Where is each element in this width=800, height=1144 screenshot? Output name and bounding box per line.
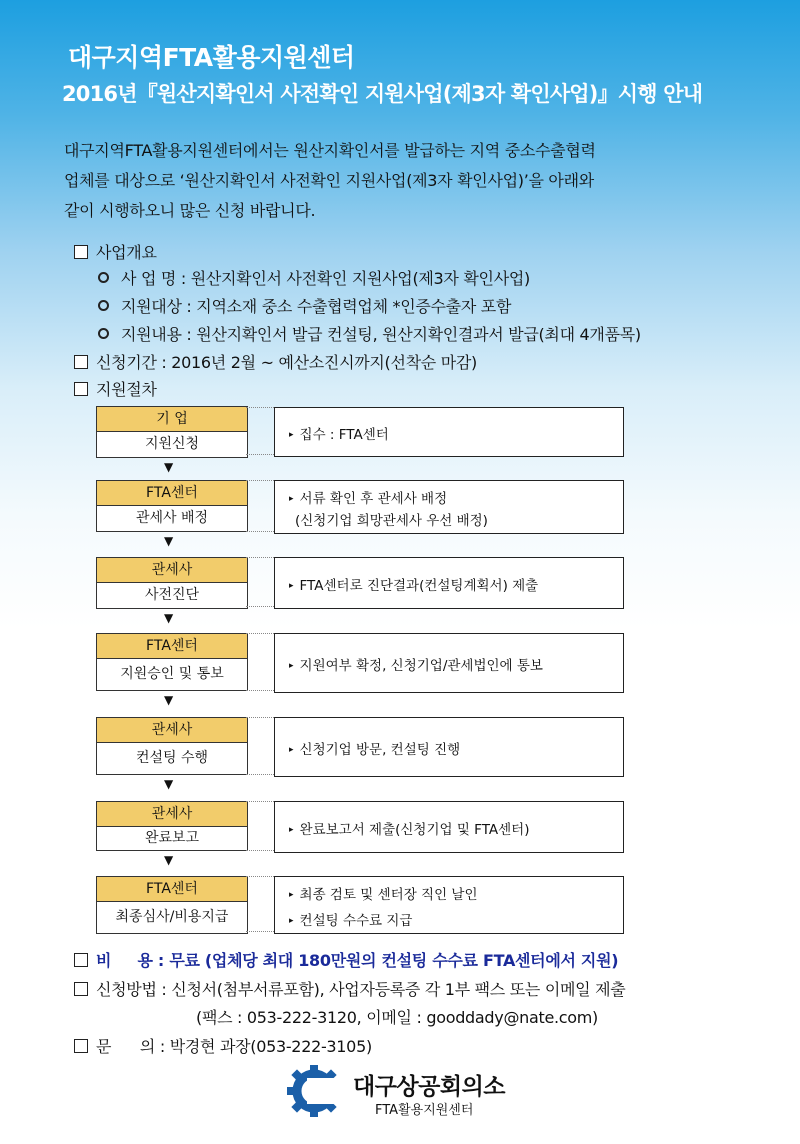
flow-step-description	[274, 480, 624, 534]
flow-description-text: FTA센터로 진단결과(컨설팅계획서) 제출	[299, 578, 539, 594]
apply-contact-line: (팩스 : 053-222-3120, 이메일 : gooddady@nate.com)	[196, 1008, 599, 1027]
flow-description-text: 최종 검토 및 센터장 직인 날인	[299, 887, 478, 903]
period-line	[74, 350, 477, 373]
intro-paragraph	[64, 136, 754, 226]
triangle-bullet-icon: ▸	[289, 890, 294, 900]
circle-bullet-icon	[98, 272, 109, 283]
flow-connector	[246, 557, 274, 607]
intro-line: 대구지역FTA활용지원센터에서는 원산지확인서를 발급하는 지역 중소수출협력	[64, 141, 596, 160]
flow-step-actor: 기 업	[97, 407, 247, 432]
down-arrow-icon: ▼	[164, 777, 174, 791]
flow-connector	[246, 717, 274, 775]
triangle-bullet-icon: ▸	[289, 581, 294, 591]
triangle-bullet-icon: ▸	[289, 745, 294, 755]
flow-connector	[246, 480, 274, 532]
flow-connector	[246, 876, 274, 932]
flow-step-actor: FTA센터	[97, 877, 247, 902]
procedure-heading	[74, 377, 157, 400]
flow-step-box	[96, 480, 248, 532]
overview-item	[98, 294, 511, 317]
page-title: 2016년『원산지확인서 사전확인 지원사업(제3자 확인사업)』시행 안내	[62, 82, 703, 106]
circle-bullet-icon	[98, 328, 109, 339]
inquiry-text: 문 의 : 박경현 과장(053-222-3105)	[96, 1037, 372, 1056]
circle-bullet-icon	[98, 300, 109, 311]
intro-line: 같이 시행하오니 많은 신청 바랍니다.	[64, 201, 316, 220]
down-arrow-icon: ▼	[164, 460, 174, 474]
flow-description-text: 서류 확인 후 관세사 배정	[299, 491, 448, 507]
flow-step-description	[274, 633, 624, 693]
down-arrow-icon: ▼	[164, 693, 174, 707]
logo-sub: FTA활용지원센터	[375, 1103, 474, 1118]
flow-description-text: 집수 : FTA센터	[299, 427, 389, 443]
checkbox-square-icon	[74, 245, 88, 259]
chamber-logo	[283, 1064, 523, 1118]
triangle-bullet-icon: ▸	[289, 494, 294, 504]
cost-label: 비 용 :	[96, 951, 170, 970]
flow-description-text: 완료보고서 제출(신청기업 및 FTA센터)	[299, 822, 530, 838]
triangle-bullet-icon: ▸	[289, 916, 294, 926]
overview-item-text: 지원대상 : 지역소재 중소 수출협력업체 *인증수출자 포함	[121, 297, 512, 316]
flow-step-actor: FTA센터	[97, 481, 247, 506]
flow-step-box	[96, 876, 248, 934]
overview-heading-text: 사업개요	[96, 243, 157, 262]
flow-step-description	[274, 801, 624, 853]
checkbox-square-icon	[74, 355, 88, 369]
flow-connector	[246, 801, 274, 851]
triangle-bullet-icon: ▸	[289, 430, 294, 440]
flow-step-description	[274, 717, 624, 777]
checkbox-square-icon	[74, 1039, 88, 1053]
flow-description-text: 컨설팅 수수료 지급	[299, 913, 413, 929]
apply-line	[74, 977, 625, 1000]
overview-heading	[74, 240, 157, 263]
flow-step-action: 관세사 배정	[97, 506, 247, 531]
flow-step-box	[96, 717, 248, 775]
inquiry-line	[74, 1034, 372, 1057]
flow-step-action: 완료보고	[97, 827, 247, 850]
checkbox-square-icon	[74, 382, 88, 396]
flow-step-box	[96, 633, 248, 691]
down-arrow-icon: ▼	[164, 611, 174, 625]
flow-connector	[246, 633, 274, 691]
checkbox-square-icon	[74, 953, 88, 967]
cost-line	[74, 948, 618, 971]
overview-item	[98, 322, 641, 345]
gear-icon	[283, 1064, 345, 1118]
overview-item	[98, 266, 530, 289]
flow-step-action: 최종심사/비용지급	[97, 902, 247, 933]
flow-step-actor: FTA센터	[97, 634, 247, 659]
flow-step-description	[274, 557, 624, 609]
flow-step-action: 지원신청	[97, 432, 247, 457]
flow-description-text: (신청기업 희망관세사 우선 배정)	[295, 513, 488, 529]
flow-step-action: 지원승인 및 통보	[97, 659, 247, 690]
flow-step-action: 사전진단	[97, 583, 247, 608]
triangle-bullet-icon: ▸	[289, 825, 294, 835]
org-title: 대구지역FTA활용지원센터	[68, 43, 355, 72]
flow-description-text: 신청기업 방문, 컨설팅 진행	[299, 742, 461, 758]
flow-step-box	[96, 801, 248, 851]
period-text: 신청기간 : 2016년 2월 ~ 예산소진시까지(선착순 마감)	[96, 353, 478, 372]
procedure-heading-text: 지원절차	[96, 380, 157, 399]
flow-step-actor: 관세사	[97, 802, 247, 827]
flow-step-description	[274, 876, 624, 934]
cost-value: 무료 (업체당 최대 180만원의 컨설팅 수수료 FTA센터에서 지원)	[169, 951, 619, 970]
overview-item-text: 지원내용 : 원산지확인서 발급 컨설팅, 원산지확인결과서 발급(최대 4개품목)	[121, 325, 641, 344]
flow-connector	[246, 407, 274, 455]
flow-step-actor: 관세사	[97, 718, 247, 743]
intro-line: 업체를 대상으로 ‘원산지확인서 사전확인 지원사업(제3자 확인사업)’을 아래와	[64, 171, 594, 190]
flow-step-box	[96, 406, 248, 458]
flow-description-text: 지원여부 확정, 신청기업/관세법인에 통보	[299, 658, 543, 674]
overview-item-text: 사 업 명 : 원산지확인서 사전확인 지원사업(제3자 확인사업)	[121, 269, 530, 288]
logo-name: 대구상공회의소	[353, 1074, 506, 1100]
flow-step-actor: 관세사	[97, 558, 247, 583]
flow-step-box	[96, 557, 248, 609]
triangle-bullet-icon: ▸	[289, 661, 294, 671]
flow-step-action: 컨설팅 수행	[97, 743, 247, 774]
down-arrow-icon: ▼	[164, 853, 174, 867]
down-arrow-icon: ▼	[164, 534, 174, 548]
checkbox-square-icon	[74, 982, 88, 996]
apply-text: 신청방법 : 신청서(첨부서류포함), 사업자등록증 각 1부 팩스 또는 이메일 제출	[96, 980, 626, 999]
flow-step-description	[274, 407, 624, 457]
